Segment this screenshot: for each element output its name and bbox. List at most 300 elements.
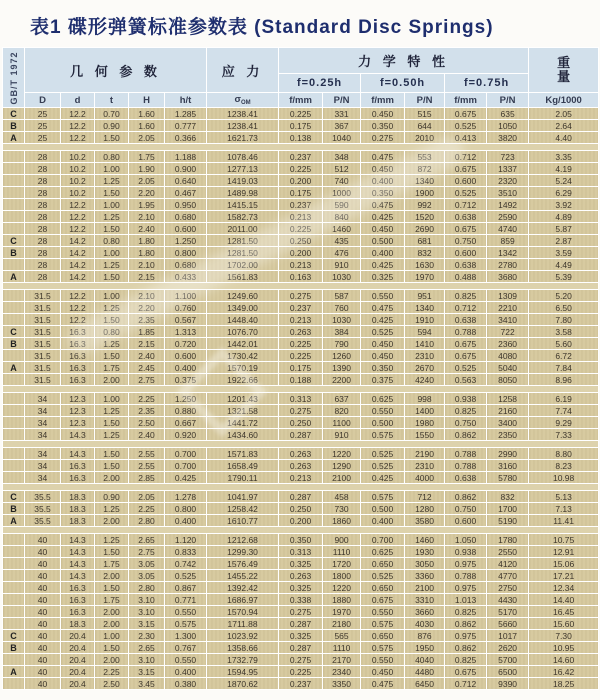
- data-cell: 2210: [487, 302, 529, 314]
- data-cell: 1702.00: [207, 259, 279, 271]
- data-cell: 2160: [487, 405, 529, 417]
- data-cell: 2.85: [129, 472, 165, 484]
- data-cell: 1922.66: [207, 374, 279, 386]
- col-f1: f/mm: [279, 93, 323, 108]
- data-cell: 40: [25, 534, 61, 546]
- data-cell: 3160: [487, 460, 529, 472]
- table-row: [3, 108, 599, 120]
- data-cell: 515: [405, 108, 445, 120]
- data-cell: 0.400: [165, 362, 207, 374]
- data-cell: 0.413: [445, 132, 487, 144]
- data-cell: 6.29: [529, 187, 599, 199]
- data-cell: 34: [25, 405, 61, 417]
- data-cell: 723: [487, 151, 529, 163]
- data-cell: 0.225: [279, 666, 323, 678]
- data-cell: 2.35: [129, 314, 165, 326]
- data-cell: 11.41: [529, 515, 599, 527]
- data-cell: 820: [323, 405, 361, 417]
- data-cell: 3.92: [529, 199, 599, 211]
- data-cell: 3820: [487, 132, 529, 144]
- data-cell: 18.3: [61, 491, 95, 503]
- col-d: d: [61, 93, 95, 108]
- data-cell: 0.575: [361, 429, 405, 441]
- data-cell: 0.287: [279, 491, 323, 503]
- data-cell: 0.433: [165, 271, 207, 283]
- data-cell: 12.2: [61, 120, 95, 132]
- data-cell: 14.40: [529, 594, 599, 606]
- data-cell: 1455.22: [207, 570, 279, 582]
- series-label-cell: B: [3, 120, 25, 132]
- data-cell: 14.3: [61, 534, 95, 546]
- data-cell: 31.5: [25, 374, 61, 386]
- data-cell: 1550: [405, 429, 445, 441]
- series-label-cell: [3, 175, 25, 187]
- data-cell: 0.450: [361, 108, 405, 120]
- data-cell: 790: [323, 338, 361, 350]
- data-cell: 0.975: [445, 630, 487, 642]
- data-cell: 1448.40: [207, 314, 279, 326]
- data-cell: 0.325: [361, 271, 405, 283]
- series-label-cell: [3, 259, 25, 271]
- data-cell: 12.3: [61, 393, 95, 405]
- data-cell: 1730.42: [207, 350, 279, 362]
- data-cell: 1.25: [95, 534, 129, 546]
- table-row: [3, 120, 599, 132]
- gap-cell: [3, 283, 599, 290]
- data-cell: 1570.94: [207, 606, 279, 618]
- data-cell: 0.600: [165, 223, 207, 235]
- col-weight: Kg/1000: [529, 93, 599, 108]
- data-cell: 0.600: [445, 247, 487, 259]
- data-cell: 2780: [487, 259, 529, 271]
- table-row: [3, 654, 599, 666]
- data-cell: 2.10: [129, 259, 165, 271]
- data-cell: 0.680: [165, 259, 207, 271]
- data-cell: 3.58: [529, 326, 599, 338]
- data-cell: 3580: [405, 515, 445, 527]
- data-cell: 16.3: [61, 582, 95, 594]
- data-cell: 8050: [487, 374, 529, 386]
- data-cell: 1277.13: [207, 163, 279, 175]
- data-cell: 16.3: [61, 594, 95, 606]
- data-cell: 1610.77: [207, 515, 279, 527]
- data-cell: 12.91: [529, 546, 599, 558]
- table-row: [3, 314, 599, 326]
- data-cell: 0.788: [445, 448, 487, 460]
- data-cell: 18.3: [61, 618, 95, 630]
- data-cell: 0.700: [165, 460, 207, 472]
- data-cell: 0.80: [95, 326, 129, 338]
- data-cell: 1.250: [165, 393, 207, 405]
- data-cell: 2.80: [129, 515, 165, 527]
- gap-cell: [3, 386, 599, 393]
- series-label-cell: [3, 448, 25, 460]
- data-cell: 16.42: [529, 666, 599, 678]
- data-cell: 0.263: [279, 448, 323, 460]
- data-cell: 4120: [487, 558, 529, 570]
- data-cell: 0.675: [361, 594, 405, 606]
- data-cell: 0.563: [445, 374, 487, 386]
- data-cell: 0.400: [165, 515, 207, 527]
- data-cell: 34: [25, 448, 61, 460]
- series-label-cell: A: [3, 132, 25, 144]
- data-cell: 25: [25, 120, 61, 132]
- data-cell: 1.50: [95, 460, 129, 472]
- data-cell: 1249.60: [207, 290, 279, 302]
- data-cell: 28: [25, 235, 61, 247]
- data-cell: 31.5: [25, 326, 61, 338]
- table-row: [3, 558, 599, 570]
- data-cell: 2.20: [129, 187, 165, 199]
- data-cell: 3050: [405, 558, 445, 570]
- data-cell: 1281.50: [207, 247, 279, 259]
- data-cell: 10.2: [61, 163, 95, 175]
- data-cell: 644: [405, 120, 445, 132]
- data-cell: 18.25: [529, 678, 599, 690]
- deflection-050h: f=0.50h: [361, 74, 445, 93]
- data-cell: 0.380: [165, 678, 207, 690]
- data-cell: 1017: [487, 630, 529, 642]
- data-cell: 0.488: [445, 271, 487, 283]
- table-row: [3, 259, 599, 271]
- data-cell: 0.867: [165, 582, 207, 594]
- data-cell: 2.65: [129, 642, 165, 654]
- data-cell: 0.287: [279, 642, 323, 654]
- data-cell: 7.33: [529, 429, 599, 441]
- data-cell: 0.640: [165, 175, 207, 187]
- table-row: [3, 515, 599, 527]
- data-cell: 1309: [487, 290, 529, 302]
- data-cell: 1582.73: [207, 211, 279, 223]
- data-cell: 3350: [323, 678, 361, 690]
- data-cell: 4.40: [529, 132, 599, 144]
- data-cell: 1280: [405, 503, 445, 515]
- data-cell: 1.050: [445, 534, 487, 546]
- data-cell: 900: [323, 534, 361, 546]
- data-cell: 31.5: [25, 302, 61, 314]
- data-cell: 0.225: [279, 223, 323, 235]
- data-cell: 1.85: [129, 326, 165, 338]
- data-cell: 10.75: [529, 534, 599, 546]
- data-cell: 0.400: [165, 666, 207, 678]
- data-cell: 1460: [405, 534, 445, 546]
- data-cell: 0.450: [361, 350, 405, 362]
- data-cell: 3310: [405, 594, 445, 606]
- data-cell: 1030: [323, 271, 361, 283]
- data-cell: 635: [487, 108, 529, 120]
- data-cell: 0.225: [279, 338, 323, 350]
- data-cell: 1571.83: [207, 448, 279, 460]
- series-label-cell: [3, 393, 25, 405]
- data-cell: 1390: [323, 362, 361, 374]
- series-label-cell: [3, 582, 25, 594]
- data-cell: 0.638: [445, 211, 487, 223]
- gap-cell: [3, 144, 599, 151]
- data-cell: 1950: [405, 642, 445, 654]
- data-cell: 16.3: [61, 606, 95, 618]
- section-gap-row: [3, 441, 599, 448]
- series-label-cell: B: [3, 503, 25, 515]
- table-row: [3, 271, 599, 283]
- data-cell: 12.2: [61, 290, 95, 302]
- data-cell: 4.49: [529, 259, 599, 271]
- data-cell: 0.425: [361, 314, 405, 326]
- data-cell: 14.2: [61, 259, 95, 271]
- data-cell: 0.275: [361, 132, 405, 144]
- data-cell: 3.10: [129, 606, 165, 618]
- data-cell: 1238.41: [207, 108, 279, 120]
- data-cell: 9390: [487, 678, 529, 690]
- series-label-cell: B: [3, 338, 25, 350]
- data-cell: 12.2: [61, 108, 95, 120]
- data-cell: 1.50: [95, 187, 129, 199]
- data-cell: 2.00: [95, 570, 129, 582]
- data-cell: 3.35: [529, 151, 599, 163]
- group-geometry: 几 何 参 数: [25, 48, 207, 93]
- data-cell: 594: [405, 326, 445, 338]
- data-cell: 1.25: [95, 175, 129, 187]
- data-cell: 0.313: [279, 393, 323, 405]
- data-cell: 2100: [323, 472, 361, 484]
- data-cell: 3.45: [129, 678, 165, 690]
- data-cell: 0.175: [279, 362, 323, 374]
- data-cell: 3.05: [129, 558, 165, 570]
- series-label-cell: [3, 417, 25, 429]
- table-row: [3, 582, 599, 594]
- data-cell: 3400: [487, 417, 529, 429]
- section-gap-row: [3, 484, 599, 491]
- data-cell: 7.13: [529, 503, 599, 515]
- data-cell: 0.313: [279, 546, 323, 558]
- data-cell: 10.2: [61, 151, 95, 163]
- data-cell: 590: [323, 199, 361, 211]
- data-cell: 0.525: [445, 362, 487, 374]
- data-cell: 40: [25, 582, 61, 594]
- series-label-cell: [3, 594, 25, 606]
- table-row: [3, 199, 599, 211]
- data-cell: 20.4: [61, 630, 95, 642]
- section-gap-row: [3, 527, 599, 534]
- data-cell: 0.825: [445, 290, 487, 302]
- data-cell: 512: [323, 163, 361, 175]
- data-cell: 0.825: [445, 654, 487, 666]
- data-cell: 25: [25, 108, 61, 120]
- data-cell: 0.900: [165, 163, 207, 175]
- data-cell: 2310: [405, 350, 445, 362]
- data-cell: 1415.15: [207, 199, 279, 211]
- data-cell: 2.40: [129, 350, 165, 362]
- data-cell: 0.788: [445, 326, 487, 338]
- data-cell: 40: [25, 642, 61, 654]
- data-cell: 0.287: [279, 429, 323, 441]
- data-cell: 0.263: [279, 326, 323, 338]
- data-cell: 40: [25, 594, 61, 606]
- data-cell: 0.80: [95, 151, 129, 163]
- data-cell: 1790.11: [207, 472, 279, 484]
- data-cell: 3.10: [129, 654, 165, 666]
- data-cell: 14.2: [61, 247, 95, 259]
- col-h-over-t: h/t: [165, 93, 207, 108]
- table-row: [3, 350, 599, 362]
- data-cell: 0.275: [279, 654, 323, 666]
- data-cell: 12.2: [61, 199, 95, 211]
- data-cell: 0.700: [165, 448, 207, 460]
- data-cell: 0.712: [445, 302, 487, 314]
- data-cell: 40: [25, 546, 61, 558]
- data-cell: 4.89: [529, 211, 599, 223]
- data-cell: 0.163: [279, 271, 323, 283]
- section-gap-row: [3, 283, 599, 290]
- deflection-025h: f=0.25h: [279, 74, 361, 93]
- data-cell: 0.237: [279, 199, 323, 211]
- data-cell: 1.00: [95, 199, 129, 211]
- series-label-cell: C: [3, 491, 25, 503]
- data-cell: 2.87: [529, 235, 599, 247]
- data-cell: 1340: [405, 302, 445, 314]
- data-cell: 2.25: [129, 393, 165, 405]
- data-cell: 730: [323, 503, 361, 515]
- data-cell: 8.96: [529, 374, 599, 386]
- data-cell: 4740: [487, 223, 529, 235]
- data-cell: 1.50: [95, 448, 129, 460]
- data-cell: 1201.43: [207, 393, 279, 405]
- data-cell: 28: [25, 199, 61, 211]
- data-cell: 2190: [405, 448, 445, 460]
- table-row: [3, 338, 599, 350]
- data-cell: 0.237: [279, 678, 323, 690]
- data-cell: 0.475: [361, 302, 405, 314]
- data-cell: 1349.00: [207, 302, 279, 314]
- data-cell: 0.750: [445, 417, 487, 429]
- series-label-cell: [3, 302, 25, 314]
- data-cell: 0.575: [361, 642, 405, 654]
- data-cell: 12.2: [61, 302, 95, 314]
- data-cell: 0.275: [279, 405, 323, 417]
- series-label-cell: B: [3, 642, 25, 654]
- data-cell: 0.825: [445, 606, 487, 618]
- data-cell: 0.237: [279, 151, 323, 163]
- data-cell: 14.2: [61, 271, 95, 283]
- data-cell: 2.00: [95, 472, 129, 484]
- data-cell: 0.750: [445, 235, 487, 247]
- data-cell: 1220: [323, 448, 361, 460]
- data-cell: 2100: [405, 582, 445, 594]
- data-cell: 6500: [487, 666, 529, 678]
- data-cell: 5660: [487, 618, 529, 630]
- data-cell: 0.400: [361, 247, 405, 259]
- series-label-cell: [3, 678, 25, 690]
- data-cell: 1561.83: [207, 271, 279, 283]
- data-cell: 3.59: [529, 247, 599, 259]
- data-cell: 6.19: [529, 393, 599, 405]
- data-cell: 2320: [487, 175, 529, 187]
- data-cell: 16.3: [61, 460, 95, 472]
- series-label-cell: C: [3, 108, 25, 120]
- data-cell: 28: [25, 163, 61, 175]
- data-cell: 1658.49: [207, 460, 279, 472]
- data-cell: 17.21: [529, 570, 599, 582]
- data-cell: 15.06: [529, 558, 599, 570]
- data-cell: 910: [323, 259, 361, 271]
- data-cell: 0.250: [279, 417, 323, 429]
- data-cell: 28: [25, 259, 61, 271]
- data-cell: 876: [405, 630, 445, 642]
- data-cell: 2750: [487, 582, 529, 594]
- data-cell: 28: [25, 151, 61, 163]
- table-header: [3, 48, 599, 108]
- data-cell: 0.70: [95, 108, 129, 120]
- data-cell: 0.862: [445, 618, 487, 630]
- data-cell: 0.550: [165, 606, 207, 618]
- series-label-cell: [3, 211, 25, 223]
- table-row: [3, 187, 599, 199]
- data-cell: 5170: [487, 606, 529, 618]
- data-cell: 3360: [405, 570, 445, 582]
- data-cell: 2.00: [95, 618, 129, 630]
- data-cell: 2170: [323, 654, 361, 666]
- data-cell: 1.50: [95, 314, 129, 326]
- data-cell: 1.250: [165, 235, 207, 247]
- table-row: [3, 223, 599, 235]
- data-cell: 7.84: [529, 362, 599, 374]
- data-cell: 4430: [487, 594, 529, 606]
- data-cell: 2.15: [129, 338, 165, 350]
- table-row: [3, 678, 599, 690]
- data-cell: 1686.97: [207, 594, 279, 606]
- series-label-cell: [3, 374, 25, 386]
- data-cell: 1520: [405, 211, 445, 223]
- data-cell: 0.400: [361, 175, 405, 187]
- data-cell: 0.237: [279, 302, 323, 314]
- data-cell: 1780: [487, 534, 529, 546]
- gap-cell: [3, 484, 599, 491]
- series-label-cell: [3, 350, 25, 362]
- data-cell: 2.40: [129, 429, 165, 441]
- data-cell: 14.3: [61, 448, 95, 460]
- data-cell: 0.600: [445, 515, 487, 527]
- data-cell: 1.50: [95, 350, 129, 362]
- data-cell: 10.2: [61, 187, 95, 199]
- data-cell: 1050: [487, 120, 529, 132]
- series-label-cell: [3, 654, 25, 666]
- table-row: [3, 175, 599, 187]
- data-cell: 0.788: [445, 460, 487, 472]
- data-cell: 3.10: [129, 594, 165, 606]
- data-cell: 0.325: [279, 630, 323, 642]
- data-cell: 565: [323, 630, 361, 642]
- data-cell: 0.475: [361, 199, 405, 211]
- data-cell: 0.625: [361, 393, 405, 405]
- data-cell: 0.767: [165, 642, 207, 654]
- data-cell: 20.4: [61, 642, 95, 654]
- data-cell: 0.275: [279, 290, 323, 302]
- col-D: D: [25, 93, 61, 108]
- series-label-cell: [3, 429, 25, 441]
- table-row: [3, 429, 599, 441]
- data-cell: 0.525: [445, 120, 487, 132]
- data-cell: 0.350: [361, 120, 405, 132]
- data-cell: 0.200: [279, 247, 323, 259]
- data-cell: 0.650: [361, 582, 405, 594]
- data-cell: 7.80: [529, 314, 599, 326]
- data-cell: 0.550: [361, 290, 405, 302]
- data-cell: 0.350: [279, 534, 323, 546]
- data-cell: 0.275: [279, 606, 323, 618]
- data-cell: 4000: [405, 472, 445, 484]
- data-cell: 0.938: [445, 546, 487, 558]
- series-label-cell: [3, 472, 25, 484]
- data-cell: 1.60: [129, 120, 165, 132]
